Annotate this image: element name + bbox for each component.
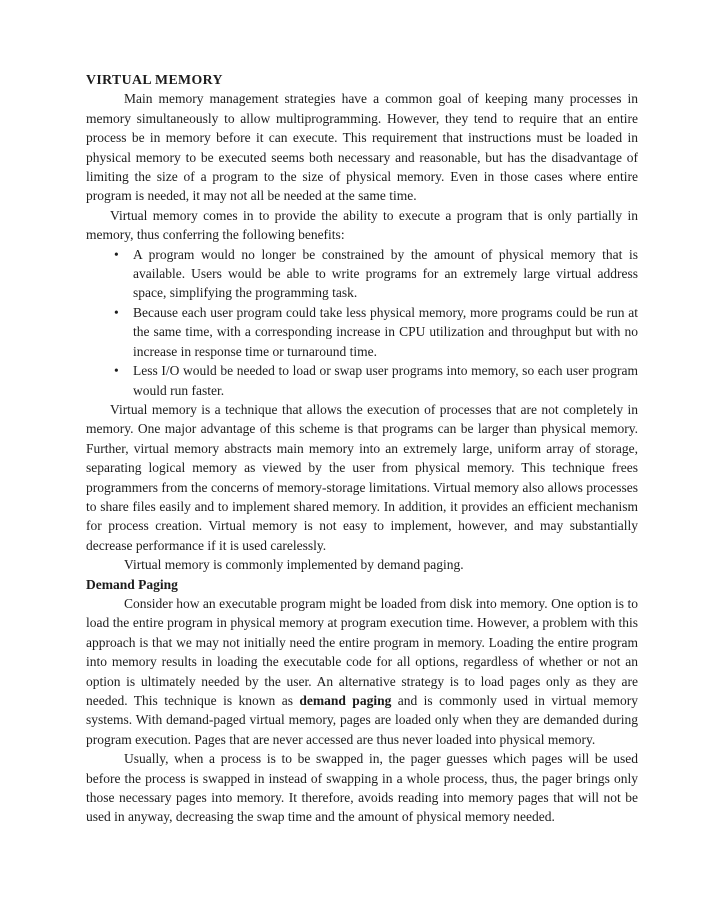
bullet-icon: • (114, 304, 119, 320)
paragraph-text-after-term: and is commonly used in virtual memory systems. With demand-paged virtual memory, pages are loaded only when they are demanded during program execution. Pages that are never accessed are thus never loaded into physical memory. (86, 693, 638, 747)
intro-paragraph-1: Main memory management strategies have a common goal of keeping many processes in memory simultaneously to allow multiprogramming. However, they tend to require that an entire process be in memory before it can execute. This requirement that instructions must be loaded in physical memory to be executed seems both necessary and reasonable, but has the disadvantage of limiting the size of a program to the size of physical memory. Even in those cases where entire program is needed, it may not all be needed at the same time. (86, 91, 638, 204)
benefits-list (86, 245, 638, 400)
list-item (114, 361, 638, 400)
list-item (114, 245, 638, 303)
bullet-icon: • (114, 363, 119, 379)
text-column (86, 70, 638, 827)
intro-paragraph-3: Virtual memory is a technique that allows the execution of processes that are not completely in memory. One major advantage of this scheme is that programs can be larger than physical memory. Further, virtual memory abstracts main memory into an extremely large, uniform array of storage, separating logical memory as viewed by the user from physical memory. This technique frees programmers from the concerns of memory-storage limitations. Virtual memory also allows processes to share files easily and to implement shared memory. In addition, it provides an efficient mechanism for process creation. Virtual memory is not easy to implement, however, and may substantially decrease performance if it is used carelessly. (86, 401, 638, 553)
section-heading-demand-paging: Demand Paging (86, 576, 178, 592)
list-item-text: Less I/O would be needed to load or swap user programs into memory, so each user program would run faster. (133, 363, 638, 398)
document-title: VIRTUAL MEMORY (86, 72, 223, 87)
list-item-text: Because each user program could take less physical memory, more programs could be run at the same time, with a corresponding increase in CPU utilization and throughput but with no increase in response time or turnaround time. (133, 304, 638, 359)
list-item-text: A program would no longer be constrained by the amount of physical memory that is available. Users would be able to write programs for an extremely large virtual address space, simplifying the programming task. (133, 246, 638, 301)
paragraph-text-before-term: Consider how an executable program might be loaded from disk into memory. One option is to load the entire program in physical memory at program execution time. However, a problem with this approach is that we may not initially need the entire program in memory. Loading the entire program into memory results in loading the executable code for all options, regardless of whether or not an option is ultimately needed by the user. An alternative strategy is to load pages only as they are needed. This technique is known as (86, 595, 638, 708)
demand-paging-term: demand paging (299, 693, 392, 708)
list-item (114, 303, 638, 361)
intro-paragraph-2: Virtual memory comes in to provide the ability to execute a program that is only partially in memory, thus conferring the following benefits: (86, 207, 638, 243)
demand-paging-paragraph-1 (86, 594, 638, 749)
intro-paragraph-4: Virtual memory is commonly implemented by demand paging. (124, 557, 464, 573)
demand-paging-paragraph-2: Usually, when a process is to be swapped in, the pager guesses which pages will be used before the process is swapped in instead of swapping in a whole process, thus, the pager brings only those necessary pages into memory. It therefore, avoids reading into memory pages that will not be used in anyway, decreasing the swap time and the amount of physical memory needed. (86, 751, 638, 825)
bullet-icon: • (114, 246, 119, 262)
